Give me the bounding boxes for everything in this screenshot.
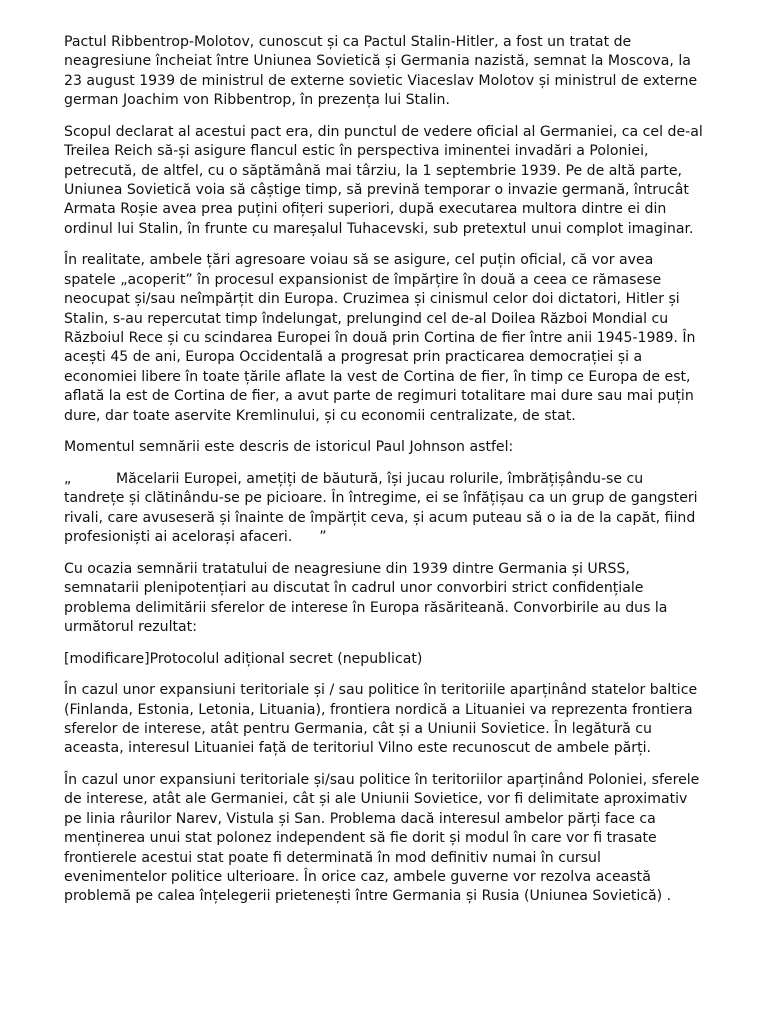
quote-text: Măcelarii Europei, amețiți de băutură, își jucau rolurile, îmbrățișându-se cu tandrețe și clătinându-se pe picioare. În întregime, ei se înfățișau ca un grup de gangsteri rivali, care avuseseră și înainte de împărțit ceva, și acum puteau să o ia de la capăt, fiind profesioniști ai acelorași afaceri. — [64, 470, 698, 546]
paragraph-intro: Pactul Ribbentrop-Molotov, cunoscut și ca Pactul Stalin-Hitler, a fost un tratat de neagresiune încheiat între Uniunea Sovietică și Germania nazistă, semnat la Moscova, la 23 august 1939 de ministrul de externe sovietic Viaceslav Molotov și ministrul de externe german Joachim von Ribbentrop, în prezența lui Stalin. — [64, 34, 698, 109]
paragraph-poland: În cazul unor expansiuni teritoriale și/sau politice în teritoriilor aparținând Poloniei, sferele de interese, atât ale Germaniei, cât și ale Uniunii Sovietice, vor fi delimitate aproximativ pe linia râurilor Narev, Vistula și San. Problema dacă interesul ambelor părți face ca menținerea unui stat polonez independent să fie dorit și modul în care vor fi trasate frontierele acestui stat poate fi determinată în mod definitiv numai în cursul evenimentelor politice ulterioare. În orice caz, ambele guverne vor rezolva această problemă pe calea înțelegerii prietenești între Germania și Rusia (Uniunea Sovietică) . — [64, 771, 700, 905]
section-heading-protocol: [modificare]Protocolul adițional secret (nepublicat) — [64, 650, 423, 667]
paragraph-signing: Cu ocazia semnării tratatului de neagresiune din 1939 dintre Germania și URSS, semnatarii plenipotențiari au discutat în cadrul unor convorbiri strict confidențiale problema delimitării sferelor de interese în Europa răsăriteană. Convorbirile au dus la următorul rezultat: — [64, 560, 668, 635]
paragraph-baltic: În cazul unor expansiuni teritoriale și / sau politice în teritoriile aparținând statelor baltice (Finlanda, Estonia, Letonia, Lituania), frontiera nordică a Lituaniei va reprezenta frontiera sferelor de interese, atât pentru Germania, cât și a Uniunii Sovietice. În legătură cu aceasta, interesul Lituaniei față de teritoriul Vilno este recunoscut de ambele părți. — [64, 682, 698, 757]
quote-close-mark: ” — [319, 529, 327, 546]
paragraph-johnson-intro: Momentul semnării este descris de istoricul Paul Johnson astfel: — [64, 439, 514, 456]
paragraph-purpose: Scopul declarat al acestui pact era, din punctul de vedere oficial al Germaniei, ca cel de-al Treilea Reich să-și asigure flancul estic în perspectiva iminentei invadări a Poloniei, petrecută, de altfel, cu o săptămână mai târziu, la 1 septembrie 1939. Pe de altă parte, Uniunea Sovietică voia să câștige timp, să prevină temporar o invazie germană, întrucât Armata Roșie avea prea puțini ofițeri superiori, după executarea multora dintre ei din ordinul lui Stalin, în frunte cu mareșalul Tuhacevski, sub pretextul unui complot imaginar. — [64, 123, 703, 237]
johnson-quote — [64, 470, 706, 548]
quote-open-mark: „ — [64, 470, 72, 487]
paragraph-reality: În realitate, ambele țări agresoare voiau să se asigure, cel puțin oficial, că vor avea spatele „acoperit” în procesul expansionist de împărțire în două a ceea ce rămasese neocupat și/sau neîmpărțit din Europa. Cruzimea și cinismul celor doi dictatori, Hitler și Stalin, s-au repercutat timp îndelungat, prelungind cel de-al Doilea Război Mondial cu Războiul Rece și cu scindarea Europei în două prin Cortina de fier între anii 1945-1989. În acești 45 de ani, Europa Occidentală a progresat prin practicarea democrației și a economiei libere în toate țările aflate la vest de Cortina de fier, în timp ce Europa de est, aflată la est de Cortina de fier, a avut parte de regimuri totalitare mai dure sau mai puțin dure, dar toate aservite Kremlinului, și cu economii centralizate, de stat. — [64, 252, 696, 424]
document-page — [64, 33, 706, 919]
